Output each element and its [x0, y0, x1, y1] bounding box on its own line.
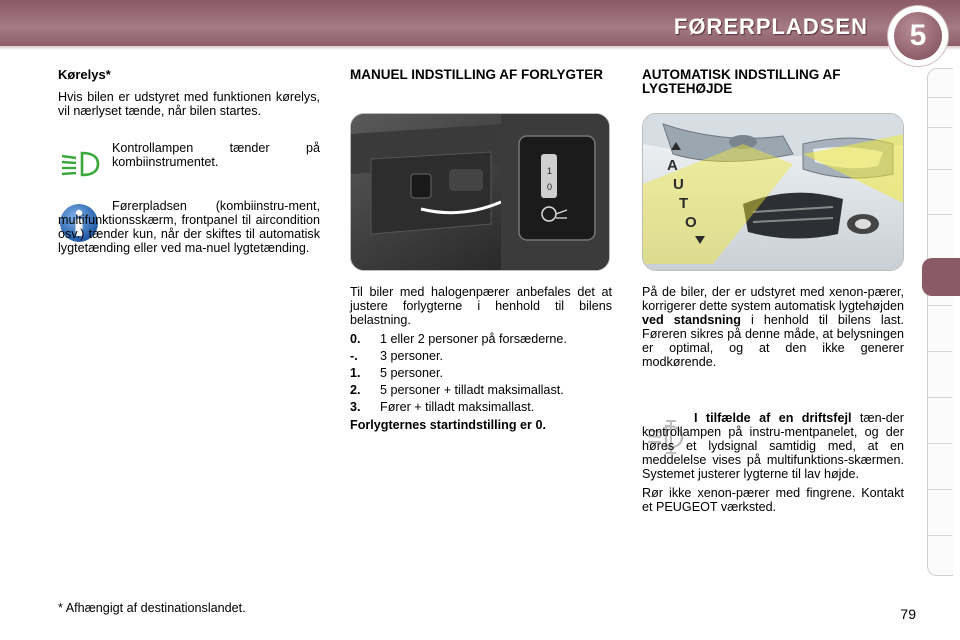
chapter-tab-bar [927, 68, 953, 576]
tab-separator [928, 127, 952, 128]
headlamp-dial-photo [350, 113, 610, 271]
dial-label-0: 0 [547, 182, 553, 192]
setting-key: 1. [350, 366, 361, 380]
lamp-note: Kontrollampen tænder på kombiinstrumentet. [112, 141, 320, 169]
auto-letter: A [667, 157, 678, 174]
auto-adjust-text-bold: ved standsning [642, 313, 741, 327]
auto-adjust-text [642, 285, 904, 369]
left-column [58, 68, 320, 118]
right-column-body [642, 285, 904, 369]
setting-text: 3 personer. [380, 349, 444, 363]
setting-text: 1 eller 2 personer på forsæderne. [380, 332, 567, 346]
low-beam-warning-icon [56, 146, 102, 182]
fault-note-bold: I tilfælde af en driftsfejl [694, 411, 852, 425]
info-note: Førerpladsen (kombiinstru-ment, multifunktionsskærm, frontpanel til aircondition osv.) tænder kun, når der skiftes til automatisk lygtetænding eller ved ma-nuel lygtetænding. [58, 199, 320, 255]
auto-adjust-text-b: i henhold til bilens last. Føreren sikres på denne måde, at belysningen er optimal, og at den ikke generer modkørende. [642, 313, 904, 369]
tab-separator [928, 305, 952, 306]
setting-text: 5 personer. [380, 366, 444, 380]
setting-row [350, 400, 612, 414]
setting-row [350, 349, 612, 363]
fault-note-text: tæn-der kontrollampen på instru-mentpanelet, og der høres et lydsignal samtidig med, at en meddelelse vises på multifunktions-skærmen. Systemet justerer lygterne til lav højde. [642, 411, 904, 481]
chapter-number: 5 [894, 12, 942, 60]
initial-setting-note: Forlygternes startindstilling er 0. [350, 418, 546, 432]
auto-letter: O [685, 214, 697, 231]
right-column-heading-block [642, 68, 904, 96]
setting-key: 0. [350, 332, 361, 346]
middle-column-heading-block [350, 68, 612, 82]
tab-separator [928, 489, 952, 490]
setting-text: Fører + tilladt maksimallast. [380, 400, 535, 414]
tab-separator [928, 351, 952, 352]
tab-separator [928, 443, 952, 444]
header-strip [0, 46, 960, 50]
manual-adjust-heading: MANUEL INDSTILLING AF FORLYGTER [350, 67, 603, 82]
tab-separator [928, 97, 952, 98]
setting-row [350, 366, 612, 380]
tab-separator [928, 214, 952, 215]
chapter-badge [888, 6, 948, 66]
info-note-block [58, 199, 320, 255]
auto-adjust-text-a: På de biler, der er udstyret med xenon-pærer, korrigerer dette system automatisk lygtehøjden [642, 285, 904, 313]
setting-key: 2. [350, 383, 361, 397]
manual-adjust-intro: Til biler med halogenpærer anbefales det at justere forlygterne i henhold til bilens belastning. [350, 285, 612, 327]
setting-key: 3. [350, 400, 361, 414]
auto-adjust-heading: AUTOMATISK INDSTILLING AF LYGTEHØJDE [642, 67, 841, 96]
tab-separator [928, 169, 952, 170]
tab-separator [928, 397, 952, 398]
car-front-photo [642, 113, 904, 271]
setting-key: -. [350, 349, 358, 363]
page-title: FØRERPLADSEN [673, 14, 868, 39]
fault-note [642, 411, 904, 481]
active-chapter-tab[interactable] [922, 258, 960, 296]
middle-column-body [350, 285, 612, 432]
setting-row [350, 332, 612, 346]
auto-letter: T [679, 195, 689, 212]
dial-label-1: 1 [547, 166, 553, 176]
auto-letter: U [673, 176, 684, 193]
setting-row [350, 383, 612, 397]
setting-text: 5 personer + tilladt maksimallast. [380, 383, 564, 397]
lamp-note-block [112, 141, 320, 169]
page-number: 79 [900, 606, 916, 622]
tab-separator [928, 535, 952, 536]
daylights-intro: Hvis bilen er udstyret med funktionen kørelys, vil nærlyset tænde, når bilen startes. [58, 90, 320, 118]
fault-note-block [642, 411, 904, 514]
footnote: * Afhængigt af destinationslandet. [58, 601, 246, 615]
xenon-note: Rør ikke xenon-pærer med fingrene. Kontakt et PEUGEOT værksted. [642, 486, 904, 514]
daylights-heading: Kørelys* [58, 67, 111, 82]
